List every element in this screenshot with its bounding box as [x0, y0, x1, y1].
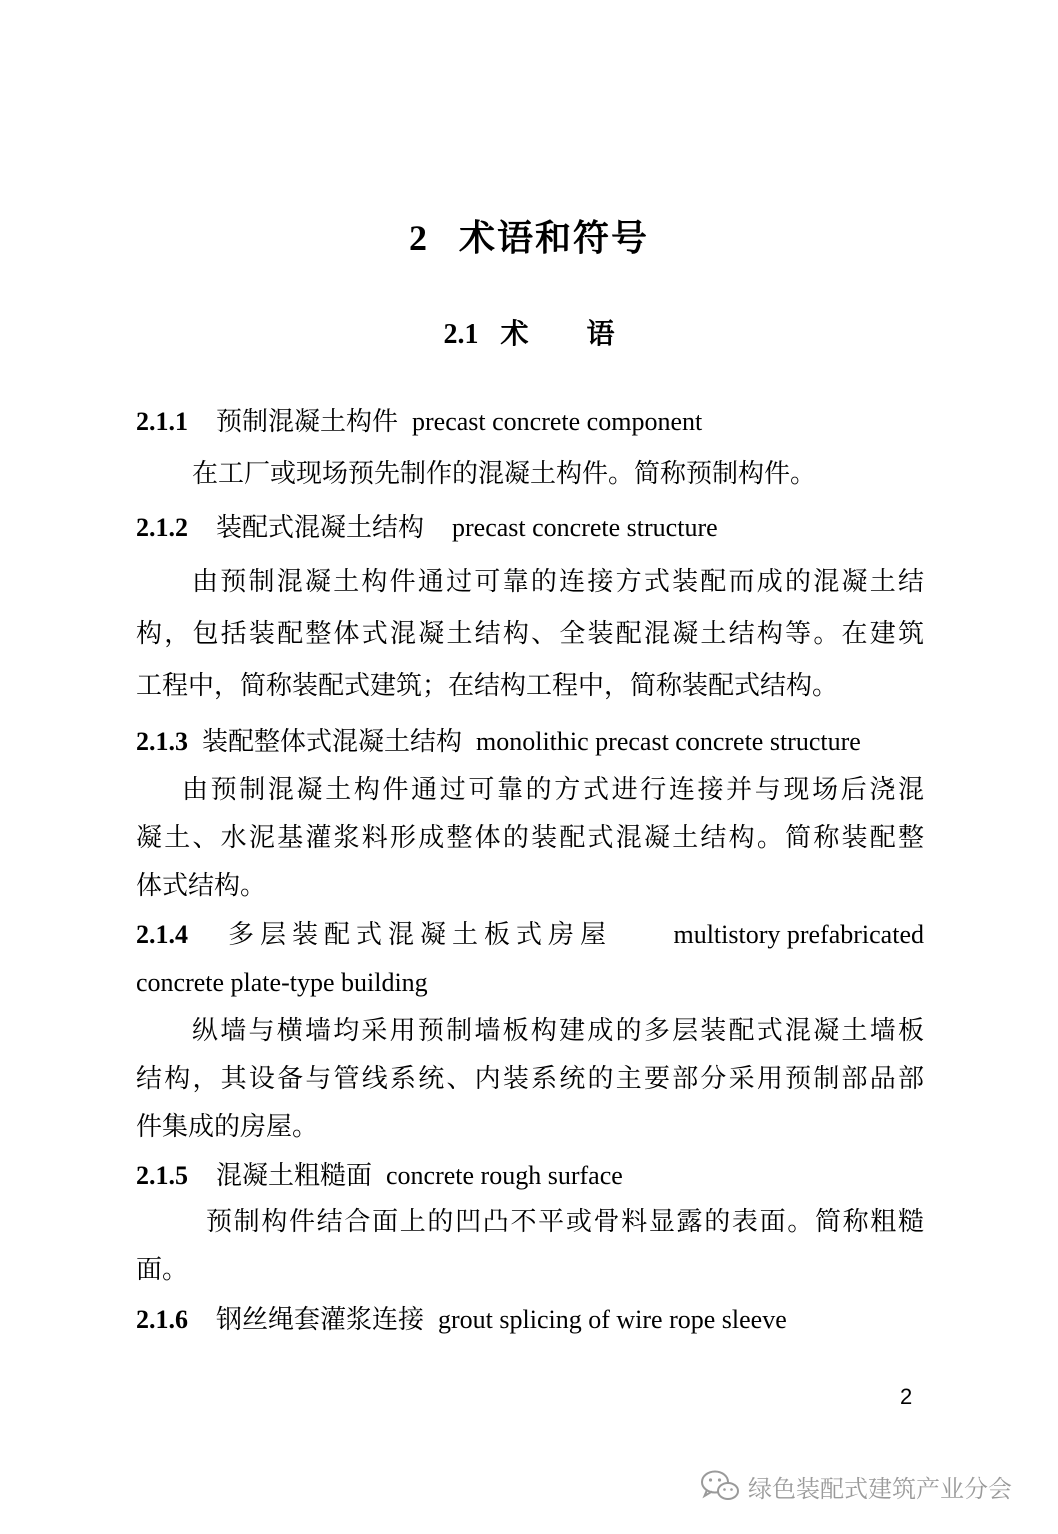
term-english: multistory prefabricated [673, 920, 924, 949]
wechat-icon [700, 1469, 740, 1503]
term-definition-line: 体式结构。 [136, 871, 267, 901]
term-chinese: 装配整体式混凝土结构 [202, 727, 463, 757]
term-definition-line: 凝土、水泥基灌浆料形成整体的装配式混凝土结构。简称装配整 [136, 823, 924, 853]
term-heading [136, 915, 924, 955]
term-definition-line: 结构，其设备与管线系统、内装系统的主要部分采用预制部品部 [136, 1064, 924, 1094]
chapter-number: 2 [408, 218, 429, 258]
term-chinese: 预制混凝土构件 [216, 407, 399, 437]
term-definition-line: 由预制混凝土构件通过可靠的连接方式装配而成的混凝土结 [192, 567, 924, 597]
term-heading [136, 722, 924, 762]
term-number: 2.1.6 [136, 1305, 188, 1334]
term-definition-line: 在工厂或现场预先制作的混凝土构件。简称预制构件。 [192, 459, 817, 489]
term-chinese: 装配式混凝土结构 [216, 513, 425, 543]
term-english: concrete rough surface [386, 1161, 623, 1190]
term-heading [136, 508, 924, 548]
term-heading [136, 1156, 924, 1196]
page-number: 2 [900, 1384, 913, 1409]
term-chinese: 钢丝绳套灌浆连接 [216, 1305, 425, 1335]
term-heading [136, 1300, 924, 1340]
section-title-char-2: 语 [586, 317, 615, 350]
term-definition-line: 件集成的房屋。 [136, 1112, 319, 1142]
term-english: precast concrete structure [452, 513, 718, 542]
term-definition-line: 纵墙与横墙均采用预制墙板构建成的多层装配式混凝土墙板 [192, 1016, 924, 1046]
term-number: 2.1.2 [136, 513, 188, 542]
term-definition-line: 预制构件结合面上的凹凸不平或骨料显露的表面。简称粗糙 [206, 1207, 924, 1237]
term-english-continued: concrete plate-type building [136, 968, 428, 997]
term-english: grout splicing of wire rope sleeve [438, 1305, 787, 1334]
section-title [0, 312, 1058, 352]
term-number: 2.1.4 [136, 920, 188, 949]
term-number: 2.1.3 [136, 727, 188, 756]
term-heading [136, 402, 924, 442]
term-definition-line: 由预制混凝土构件通过可靠的方式进行连接并与现场后浇混 [182, 775, 924, 805]
term-english: precast concrete component [412, 407, 703, 436]
term-number: 2.1.1 [136, 407, 188, 436]
term-english: monolithic precast concrete structure [476, 727, 861, 756]
term-number: 2.1.5 [136, 1161, 188, 1190]
term-chinese: 混凝土粗糙面 [216, 1161, 373, 1191]
watermark [700, 1466, 1012, 1506]
chapter-title [0, 210, 1058, 261]
chapter-title-text: 术语和符号 [458, 218, 649, 259]
watermark-text: 绿色装配式建筑产业分会 [748, 1474, 1012, 1503]
section-number: 2.1 [443, 319, 479, 350]
term-definition-line: 面。 [136, 1255, 189, 1285]
term-definition-line: 构，包括装配整体式混凝土结构、全装配混凝土结构等。在建筑 [136, 619, 924, 649]
term-chinese: 多层装配式混凝土板式房屋 [228, 920, 613, 950]
section-title-char-1: 术 [500, 317, 529, 350]
term-definition-line: 工程中，简称装配式建筑；在结构工程中，简称装配式结构。 [136, 671, 839, 701]
